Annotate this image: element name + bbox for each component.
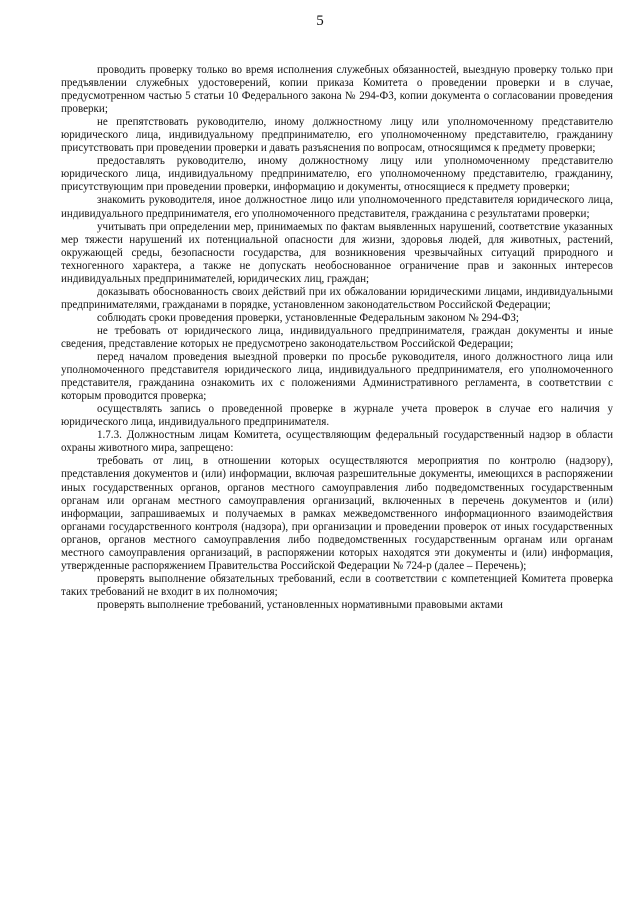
paragraph: проводить проверку только во время исполнения служебных обязанностей, выездную проверку только при предъявлении служебных удостоверений, копии приказа Комитета о проведении проверки и в случае, предусмотренном частью 5 статьи 10 Федерального закона № 294-ФЗ, копии документа о согласовании проведения проверки; — [61, 64, 613, 116]
paragraph: проверять выполнение обязательных требований, если в соответствии с компетенцией Комитета проверка таких требований не входит в их полномочия; — [61, 572, 613, 598]
page-number: 5 — [316, 13, 324, 29]
paragraph: 1.7.3. Должностным лицам Комитета, осуществляющим федеральный государственный надзор в области охраны животного мира, запрещено: — [61, 429, 613, 455]
paragraph: соблюдать сроки проведения проверки, установленные Федеральным законом № 294-ФЗ; — [97, 311, 519, 324]
paragraph: знакомить руководителя, иное должностное лицо или уполномоченного представителя юридического лица, индивидуального предпринимателя, его уполномоченного представителя, гражданина с результатами проверки; — [61, 194, 613, 220]
paragraph: доказывать обоснованность своих действий при их обжаловании юридическими лицами, индивидуальными предпринимателями, гражданами в порядке, установленном законодательством Российской Федерации; — [61, 285, 613, 311]
paragraph: осуществлять запись о проведенной проверке в журнале учета проверок в случае его наличия у юридического лица, индивидуального предпринимателя. — [61, 403, 613, 429]
paragraph: предоставлять руководителю, иному должностному лицу или уполномоченному представителю юридического лица, индивидуальному предпринимателю, его уполномоченному представителю, гражданину, присутствующим при проведении проверки, информацию и документы, относящиеся к предмету проверки; — [61, 155, 613, 194]
paragraph: проверять выполнение требований, установленных нормативными правовыми актами — [97, 598, 503, 611]
paragraph: перед началом проведения выездной проверки по просьбе руководителя, иного должностного лица или уполномоченного представителя юридического лица, индивидуального предпринимателя, его уполномоченного представителя, гражданина ознакомить их с положениями Административного регламента, в соответствии с которым проводится проверка; — [61, 351, 613, 403]
paragraph: требовать от лиц, в отношении которых осуществляются мероприятия по контролю (надзору), представления документов и (или) информации, включая разрешительные документы, имеющихся в распоряжении иных государственных органов, органов местного самоуправления либо подведомственных государственным органам или органам местного самоуправления организаций, включенных в перечень документов и (или) информации, запрашиваемых и получаемых в рамках межведомственного информационного взаимодействия органами государственного контроля (надзора), при организации и проведении проверок от иных государственных органов, органов местного самоуправления либо подведомственных государственным органам или органам местного самоуправления организаций, в распоряжении которых находятся эти документы и (или) информация, утвержденные распоряжением Правительства Российской Федерации № 724-р (далее – Перечень); — [61, 455, 613, 572]
paragraph: не требовать от юридического лица, индивидуального предпринимателя, граждан документы и иные сведения, представление которых не предусмотрено законодательством Российской Федерации; — [61, 324, 613, 350]
paragraph: учитывать при определении мер, принимаемых по фактам выявленных нарушений, соответствие указанных мер тяжести нарушений их потенциальной опасности для жизни, здоровья людей, для животных, растений, окружающей среды, безопасности государства, для возникновения чрезвычайных ситуаций природного и техногенного характера, а также не допускать необоснованное ограничение прав и законных интересов индивидуальных предпринимателей, юридических лиц, граждан; — [61, 220, 613, 285]
body-text — [61, 64, 613, 612]
paragraph: не препятствовать руководителю, иному должностному лицу или уполномоченному представителю юридического лица, индивидуальному предпринимателю, его уполномоченному представителю, гражданину присутствовать при проведении проверки и давать разъяснения по вопросам, относящимся к предмету проверки; — [61, 116, 613, 155]
